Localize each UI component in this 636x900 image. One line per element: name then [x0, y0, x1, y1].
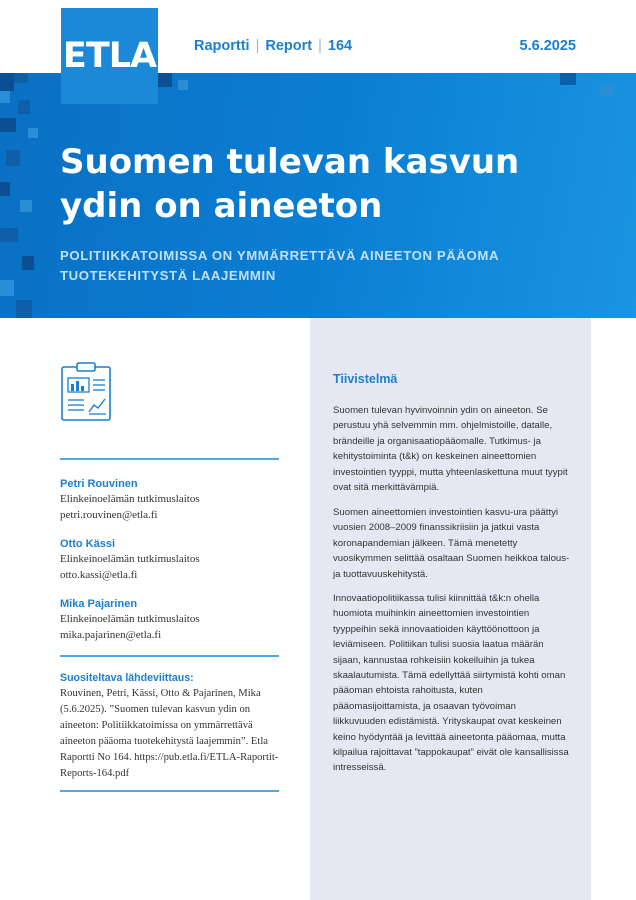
pixel-block — [20, 200, 32, 212]
pixel-block — [22, 256, 34, 270]
pixel-block — [0, 118, 16, 132]
author-name: Otto Kässi — [60, 538, 116, 550]
pixel-block — [178, 80, 188, 90]
series-label — [194, 38, 352, 54]
pixel-block — [158, 73, 172, 87]
divider-rule — [60, 790, 279, 792]
series-separator: | — [255, 38, 260, 54]
abstract-paragraph: Suomen aineettomien investointien kasvu-ura päättyi vuosien 2008–2009 finanssikriisiin ja jatkui vasta koronapandemian jälkeen. Tämä menetetty vuosikymmen selittää osaltaan Suomen heikkoa talous- ja tuottavuuskehitystä. — [333, 507, 570, 580]
series-fi: Raportti — [194, 38, 250, 54]
pixel-block — [16, 300, 32, 318]
abstract-paragraph: Innovaatiopolitiikassa tulisi kiinnittää t&k:n ohella huomiota muihinkin aineettomien investointien tyyppeihin sekä innovaatioiden käyttöönottoon ja leviämiseen. Politiikan tulisi suosia laatua määrän sijaan, kannustaa rohkeisiin kokeiluihin ja tukea skaalautumista. Tämä edellyttää siirtymistä kohti oman pääoman ehtoista rahoitusta, kuten pääomasijoittamista, ja osaavan työvoiman liikkuvuuden edistämistä. Yrityskaupat ovat keskeinen keino hyödyntää ja levittää aineetonta pääomaa, mutta kilpailua rajoittavat ”tappokaupat” eivät ole kansallisissa intresseissä. — [333, 593, 569, 774]
divider-rule — [60, 458, 279, 460]
series-number: 164 — [327, 38, 353, 54]
author-email[interactable]: otto.kassi@etla.fi — [60, 569, 138, 581]
author-email[interactable]: petri.rouvinen@etla.fi — [60, 509, 158, 521]
pixel-block — [18, 100, 30, 114]
report-chart-icon — [60, 362, 112, 422]
etla-logo: ETLA — [61, 8, 158, 104]
author-email[interactable]: mika.pajarinen@etla.fi — [60, 629, 162, 641]
pixel-block — [6, 150, 20, 166]
pixel-block — [0, 91, 10, 103]
pixel-block — [14, 73, 28, 83]
pixel-block — [0, 73, 14, 91]
publication-date: 5.6.2025 — [519, 38, 576, 54]
author-organization: Elinkeinoelämän tutkimuslaitos — [60, 553, 200, 565]
pixel-block — [28, 128, 38, 138]
author-organization: Elinkeinoelämän tutkimuslaitos — [60, 493, 200, 505]
series-en: Report — [265, 38, 313, 54]
author-organization: Elinkeinoelämän tutkimuslaitos — [60, 613, 200, 625]
series-separator: | — [318, 38, 322, 54]
pixel-block — [600, 84, 614, 96]
author-name: Mika Pajarinen — [60, 598, 138, 610]
abstract-paragraph: Suomen tulevan hyvinvoinnin ydin on aineeton. Se perustuu yhä selvemmin mm. ohjelmistoille, datalle, brändeille ja organisaatiopääomalle. Tutkimus- ja kehitystoiminta (t&k) on keskeinen aineettomien investointien tyyppi, mutta yhteenlaskettuna muut tyypit ovat sitä merkittävämpiä. — [333, 405, 568, 494]
pixel-block — [0, 182, 10, 196]
report-title: Suomen tulevan kasvun ydin on aineeton — [60, 142, 520, 226]
abstract-heading: Tiivistelmä — [333, 372, 398, 386]
pixel-block — [0, 280, 14, 296]
author-name: Petri Rouvinen — [60, 478, 138, 490]
report-subtitle: POLITIIKKATOIMISSA ON YMMÄRRETTÄVÄ AINEETON PÄÄOMA TUOTEKEHITYSTÄ LAAJEMMIN — [60, 248, 499, 283]
pixel-block — [0, 228, 18, 242]
pixel-block — [560, 73, 576, 85]
citation-text: Rouvinen, Petri, Kässi, Otto & Pajarinen, Mika (5.6.2025). ”Suomen tulevan kasvun ydin on aineeton: Politiikkatoimissa on ymmärrettävä aineeton pääoma tuotekehitystä laajemmin”. Etla Raportti No 164. https://pub.etla.fi/ETLA-Raportit-Reports-164.pdf — [60, 688, 279, 779]
citation-heading: Suositeltava lähdeviittaus: — [60, 672, 194, 684]
divider-rule — [60, 655, 279, 657]
